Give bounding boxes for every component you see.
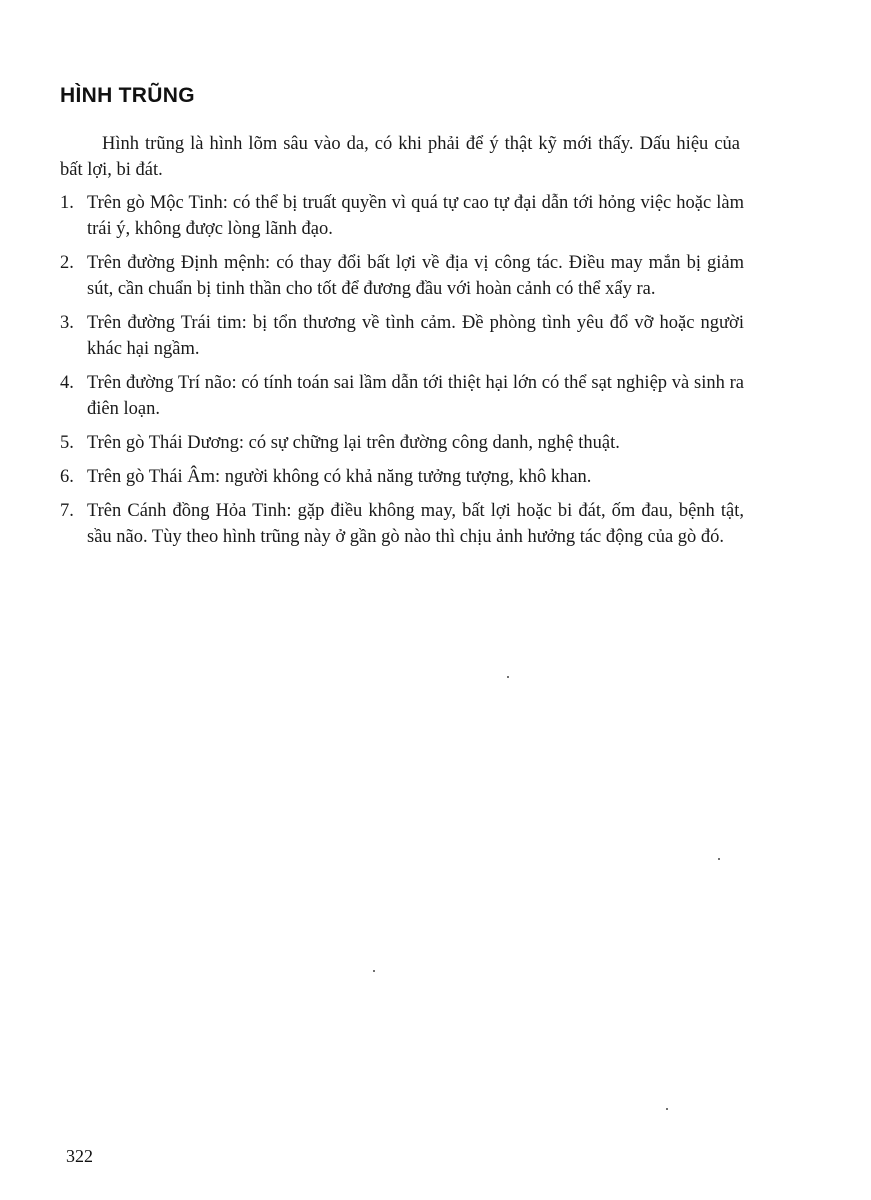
list-item-text: Trên gò Thái Dương: có sự chững lại trên đường công danh, nghệ thuật. <box>87 433 620 453</box>
list-item <box>60 370 744 422</box>
list-item-text: Trên đường Trí não: có tính toán sai lầm dẫn tới thiệt hại lớn có thể sạt nghiệp và sinh ra điên loạn. <box>87 373 744 419</box>
list-item <box>60 310 744 362</box>
list-item <box>60 250 744 302</box>
list-item-number: 5. <box>60 433 74 453</box>
list-item-text: Trên đường Định mệnh: có thay đổi bất lợi về địa vị công tác. Điều may mắn bị giảm sút, cần chuẩn bị tinh thần cho tốt để đương đầu với hoàn cảnh có thể xẩy ra. <box>87 253 744 299</box>
list-item <box>60 498 744 550</box>
intro-paragraph: Hình trũng là hình lõm sâu vào da, có khi phải để ý thật kỹ mới thấy. Dấu hiệu của bất lợi, bi đát. <box>60 134 740 180</box>
scan-speck <box>666 1108 668 1110</box>
numbered-list <box>60 190 744 558</box>
list-item-text: Trên đường Trái tim: bị tổn thương về tình cảm. Đề phòng tình yêu đổ vỡ hoặc người khác hại ngầm. <box>87 313 744 359</box>
page-number: 322 <box>66 1146 93 1166</box>
list-item-number: 2. <box>60 253 74 273</box>
list-item-number: 4. <box>60 373 74 393</box>
scan-speck <box>718 858 720 860</box>
list-item <box>60 464 744 490</box>
section-heading: HÌNH TRŨNG <box>60 84 195 107</box>
list-item-text: Trên Cánh đồng Hỏa Tinh: gặp điều không may, bất lợi hoặc bi đát, ốm đau, bệnh tật, sầu não. Tùy theo hình trũng này ở gần gò nào thì chịu ảnh hưởng tác động của gò đó. <box>87 501 744 547</box>
list-item-text: Trên gò Mộc Tinh: có thể bị truất quyền vì quá tự cao tự đại dẫn tới hỏng việc hoặc làm trái ý, không được lòng lãnh đạo. <box>87 193 744 239</box>
list-item-number: 7. <box>60 501 74 521</box>
scan-speck <box>373 970 375 972</box>
list-item <box>60 430 744 456</box>
list-item-number: 3. <box>60 313 74 333</box>
list-item-number: 6. <box>60 467 74 487</box>
scan-speck <box>507 676 509 678</box>
list-item <box>60 190 744 242</box>
list-item-number: 1. <box>60 193 74 213</box>
list-item-text: Trên gò Thái Âm: người không có khả năng tưởng tượng, khô khan. <box>87 467 592 487</box>
